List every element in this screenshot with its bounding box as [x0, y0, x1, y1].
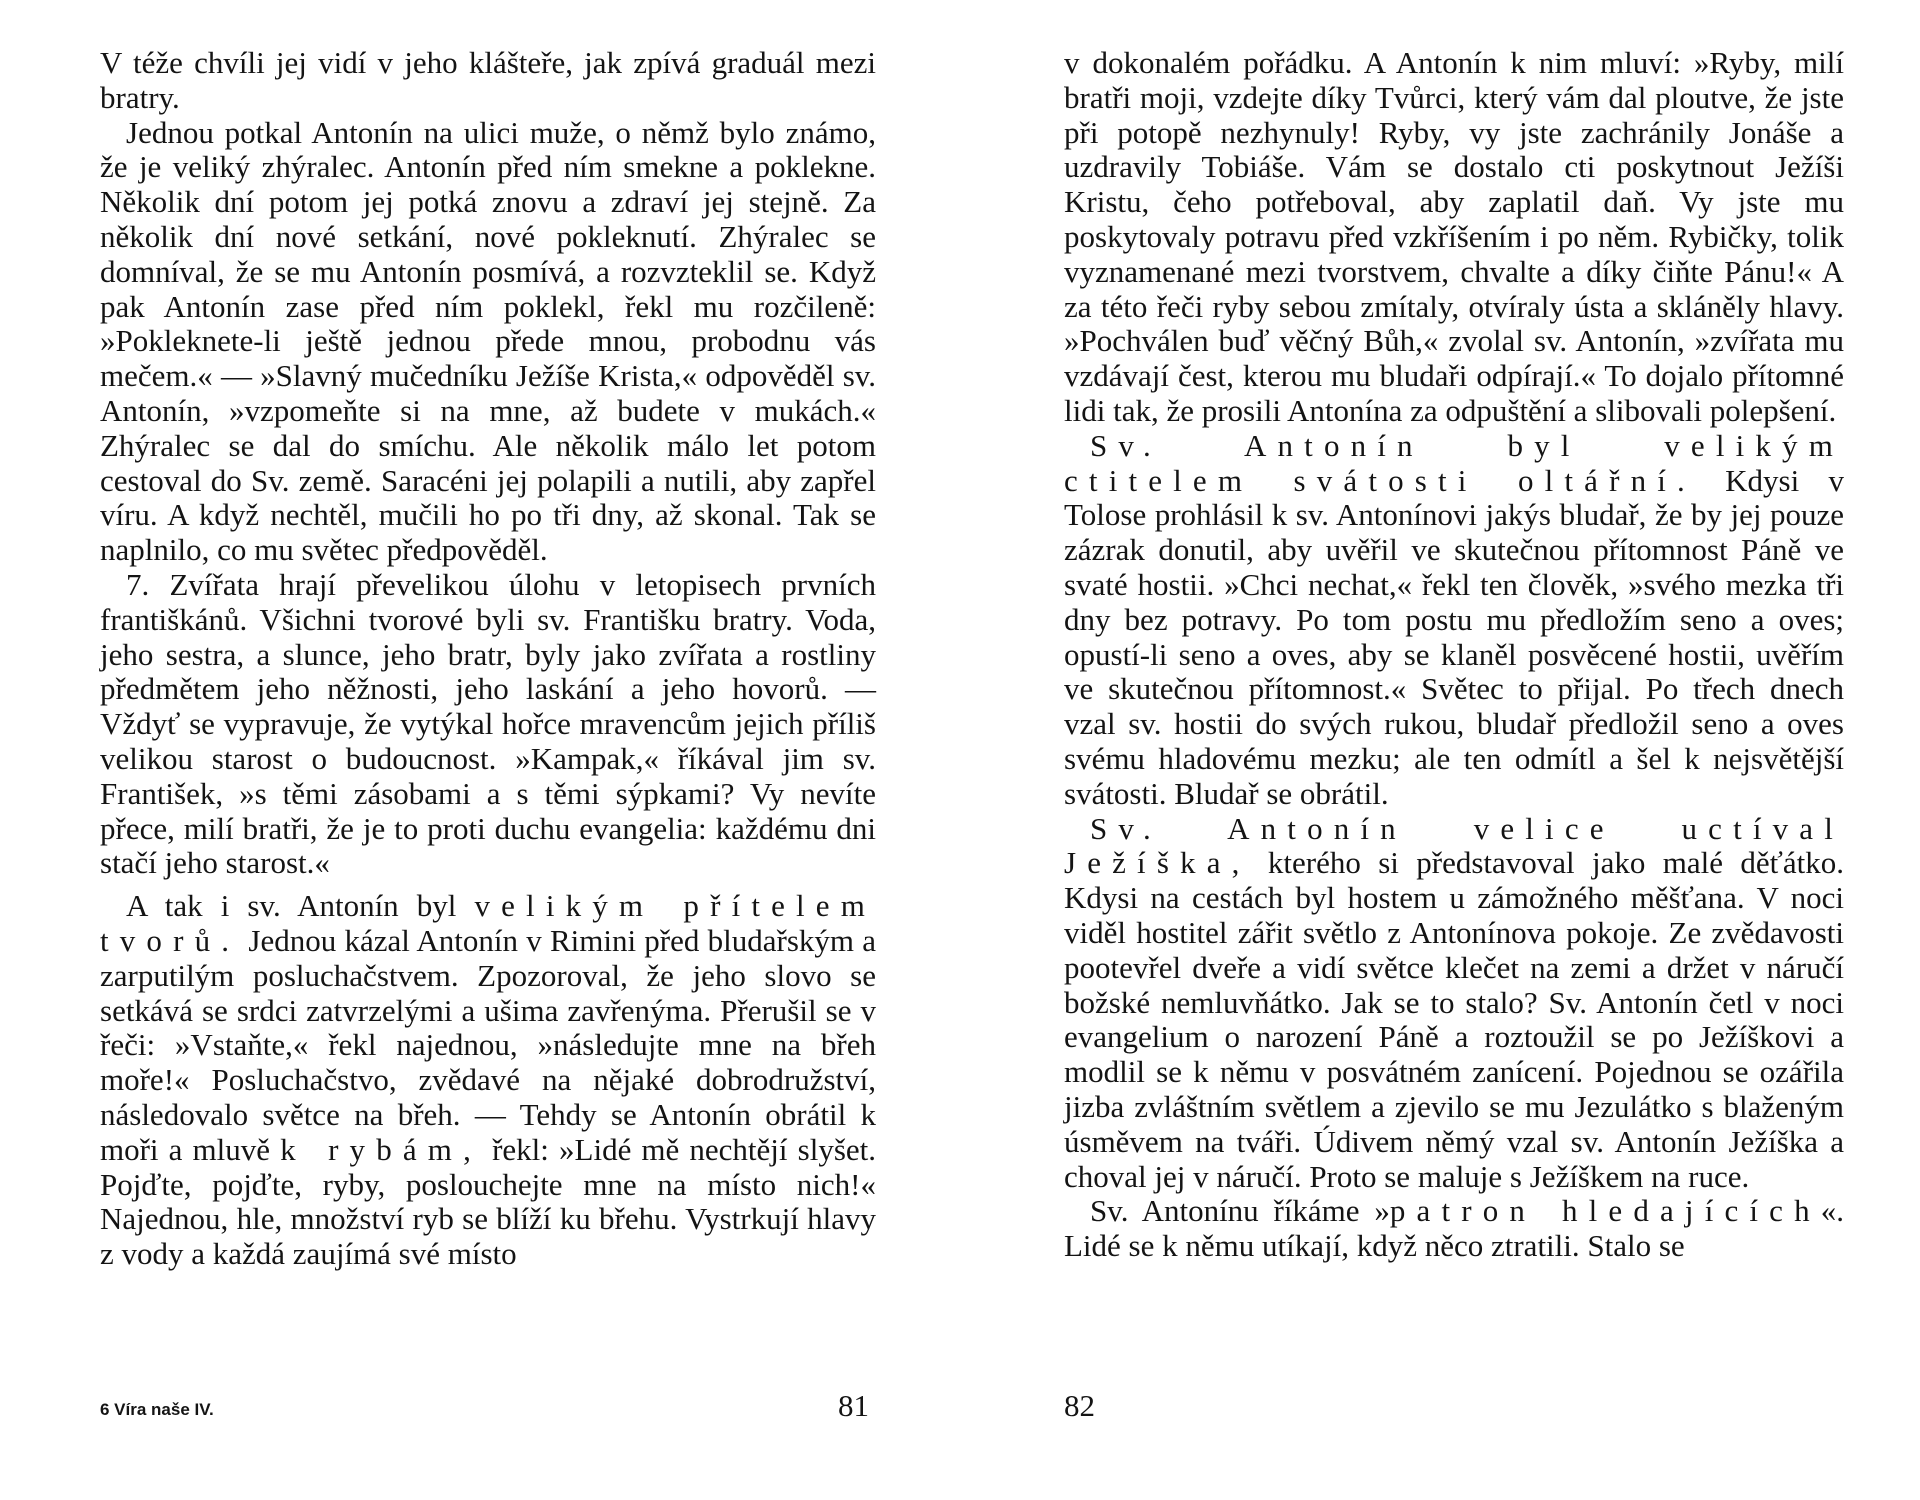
paragraph [100, 889, 876, 1272]
text-segment: «. Lidé se k němu utíkají, když něco ztratili. Stalo se [1064, 1193, 1844, 1264]
right-page [960, 0, 1920, 1500]
text-segment: řekl: »Lidé mě nechtějí slyšet. Pojďte, pojďte, ryby, poslouchejte mne na místo nich!« Najednou, hle, množství ryb se blíží ku břehu. Vystrkují hlavy z vody a každá zaujímá své místo [100, 1131, 877, 1272]
paragraph [1064, 1194, 1844, 1264]
text-segment: V téže chvíli jej vidí v jeho klášteře, jak zpívá graduál mezi bratry. [100, 45, 876, 115]
paragraph [1064, 429, 1844, 812]
text-segment: Jednou potkal Antonín na ulici muže, o němž bylo známo, že je veliký zhýralec. Antonín před ním smekne a poklekne. Několik dní potom jej potká znovu a zdraví jej stejně. Za několik dní nové setkání, nové pokleknutí. Zhýralec se domníval, že se mu Antonín posmívá, a rozvzteklil se. Když pak Antonín zase před ním poklekl, řekl mu rozčileně: »Pokleknete-li ještě jednou přede mnou, probodnu vás mečem.« — »Slavný mučedníku Ježíše Krista,« odpověděl sv. Antonín, »vzpomeňte si na mne, až budete v mukách.« Zhýralec se dal do smíchu. Ale několik málo let potom cestoval do Sv. země. Saracéni jej polapili a nutili, aby zapřel víru. A když nechtěl, mučili ho po tři dny, až skonal. Tak se naplnilo, co mu světec předpověděl. [100, 114, 876, 568]
left-page-text [100, 46, 876, 1272]
paragraph [100, 116, 876, 568]
paragraph [1064, 46, 1844, 429]
spaced-emphasis: Sv. Antonín byl velikým ctitelem svátosti oltářní. [1064, 427, 1844, 498]
text-segment: Kdysi v Tolose prohlásil k sv. Antonínovi jakýs bludař, že by jej pouze zázrak donutil, aby uvěřil ve skutečnou přítomnost Páně ve svaté hostii. »Chci nechat,« řekl ten člověk, »svého mezka tři dny bez potravy. Po tom postu mu předložím seno a oves; opustí-li seno a oves, aby se klaněl posvěcené hostii, uvěřím ve skutečnou přítomnost.« Světec to přijal. Po třech dnech vzal sv. hostii do svých rukou, bludař předložil seno a oves svému hladovému mezku; ale ten odmítl a šel k nejsvětější svátosti. Bludař se obrátil. [1064, 462, 1844, 811]
paragraph [100, 46, 876, 116]
page-number: 82 [1064, 1388, 1095, 1423]
right-page-text [1064, 46, 1844, 1264]
footer-signature: 6 Víra naše IV. [100, 1400, 214, 1419]
spaced-emphasis: k rybám, [280, 1131, 482, 1167]
text-segment: 7. Zvířata hrají převelikou úlohu v letopisech prvních františkánů. Všichni tvorové byli sv. Františku bratry. Voda, jeho sestra, a slunce, jeho bratr, byly jako zvířata a rostliny předmětem jeho něžnosti, jeho laskání a jeho hovorů. — Vždyť se vypravuje, že vytýkal hořce mravencům jejich příliš velikou starost o budoucnost. »Kampak,« říkával jim sv. František, »s těmi zásobami a s těmi sýpkami? Vy nevíte přece, milí bratři, že je to proti duchu evangelia: každému dni stačí jeho starost.« [100, 566, 876, 881]
text-segment: v dokonalém pořádku. A Antonín k nim mluví: »Ryby, milí bratři moji, vzdejte díky Tvůrci, který vám dal ploutve, že jste při potopě nezhynuly! Ryby, vy jste zachránily Jonáše a uzdravily Tobiáše. Vám se dostalo cti poskytnout Ježíši Kristu, čeho potřeboval, aby zaplatil daň. Vy jste mu poskytovaly potravu před vzkříšením i po něm. Rybičky, tolik vyznamenané mezi tvorstvem, chvalte a díky čiňte Pánu!« A za této řeči ryby sebou zmítaly, otvíraly ústa a skláněly hlavy. »Pochválen buď věčný Bůh,« zvolal sv. Antonín, »zvířata mu vzdávají čest, kterou mu bludaři odpírají.« To dojalo přítomné lidi tak, že prosili Antonína za odpuštění a slibovali polepšení. [1064, 45, 1844, 428]
text-segment: Jednou kázal Antonín v Rimini před bludařským a zarputilým posluchačstvem. Zpozoroval, že jeho slovo se setkává se srdci zatvrzelými a ušima zavřenýma. Přerušil se v řeči: »Vstaňte,« řekl najednou, »následujte mne na břeh moře!« Posluchačstvo, zvědavé na nějaké dobrodružství, následovalo světce na břeh. — Tehdy se Antonín obrátil k moři a mluvě [100, 922, 876, 1167]
spaced-emphasis: Sv. Antonín velice uctíval Ježíška, [1064, 810, 1844, 881]
spaced-emphasis: patron hledajících [1389, 1193, 1821, 1229]
text-segment: kterého si představoval jako malé děťátko. Kdysi na cestách byl hostem u zámožného měšťana. V noci viděl hostitel zářit světlo z Antonínova pokoje. Ze zvědavosti pootevřel dveře a vidí světce klečet na zemi a držet v náručí božské nemluvňátko. Jak se to stalo? Sv. Antonín četl v noci evangelium o narození Páně a roztoužil se po Ježíškovi a modlil se k němu v posvátném zanícení. Pojednou se ozářila jizba zvláštním světlem a zjevilo se mu Jezulátko s blaženým úsměvem na tváři. Údivem němý vzal sv. Antonín Ježíška a choval jej v náručí. Proto se maluje s Ježíškem na ruce. [1064, 845, 1844, 1194]
text-segment: A tak i sv. Antonín byl [126, 888, 475, 924]
page-number: 81 [838, 1388, 869, 1423]
paragraph [100, 568, 876, 881]
text-segment: Sv. Antonínu říkáme » [1090, 1193, 1390, 1229]
spaced-emphasis: velikým přítelem tvorů. [100, 888, 876, 958]
paragraph [1064, 812, 1844, 1195]
